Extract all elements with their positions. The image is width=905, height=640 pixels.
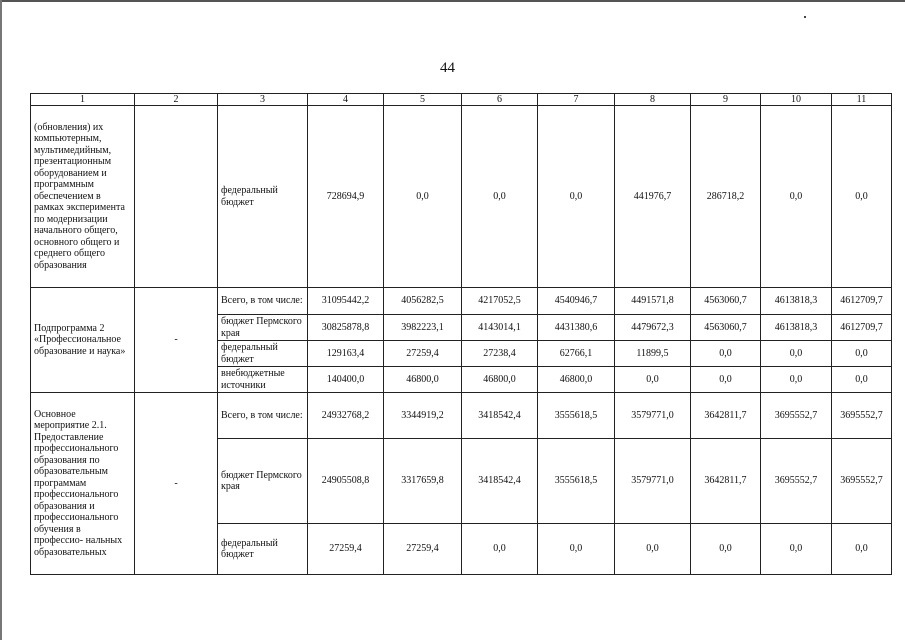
value-cell: 728694,9 — [308, 106, 384, 288]
value-cell: 0,0 — [761, 341, 832, 367]
value-cell: 0,0 — [691, 367, 761, 393]
budget-table — [30, 93, 892, 575]
value-cell: 0,0 — [832, 341, 892, 367]
funding-source-cell: бюджет Пермского края — [218, 315, 308, 341]
value-cell: 4143014,1 — [462, 315, 538, 341]
value-cell: 27259,4 — [384, 341, 462, 367]
value-cell: 4479672,3 — [615, 315, 691, 341]
value-cell: 0,0 — [761, 367, 832, 393]
value-cell: 4217052,5 — [462, 288, 538, 315]
value-cell: 0,0 — [761, 106, 832, 288]
value-cell: 129163,4 — [308, 341, 384, 367]
value-cell: 0,0 — [691, 341, 761, 367]
table-row — [31, 106, 892, 288]
value-cell: 4613818,3 — [761, 288, 832, 315]
value-cell: 3982223,1 — [384, 315, 462, 341]
value-cell: 0,0 — [384, 106, 462, 288]
header-cell: 8 — [615, 94, 691, 106]
value-cell: 3695552,7 — [832, 439, 892, 524]
value-cell: 3642811,7 — [691, 439, 761, 524]
value-cell: 0,0 — [462, 106, 538, 288]
value-cell: 4431380,6 — [538, 315, 615, 341]
value-cell: 3418542,4 — [462, 439, 538, 524]
activity-name-cell: Основное мероприятие 2.1. Предоставление профессионального образования по образовательным программам профессионального образования и профессионального обучения в профессио- нальных образовательных — [31, 393, 135, 575]
table-row — [31, 393, 892, 439]
header-cell: 2 — [135, 94, 218, 106]
value-cell: 62766,1 — [538, 341, 615, 367]
value-cell: 0,0 — [832, 524, 892, 575]
header-cell: 4 — [308, 94, 384, 106]
value-cell: 27259,4 — [308, 524, 384, 575]
value-cell: 0,0 — [615, 524, 691, 575]
header-cell: 3 — [218, 94, 308, 106]
value-cell: 4540946,7 — [538, 288, 615, 315]
value-cell: 27238,4 — [462, 341, 538, 367]
value-cell: 24932768,2 — [308, 393, 384, 439]
value-cell: 46800,0 — [384, 367, 462, 393]
value-cell: 140400,0 — [308, 367, 384, 393]
col2-cell: - — [135, 393, 218, 575]
scan-speck — [804, 16, 806, 18]
value-cell: 0,0 — [538, 524, 615, 575]
funding-source-cell: федеральный бюджет — [218, 341, 308, 367]
value-cell: 3695552,7 — [761, 393, 832, 439]
value-cell: 4612709,7 — [832, 315, 892, 341]
value-cell: 11899,5 — [615, 341, 691, 367]
value-cell: 46800,0 — [462, 367, 538, 393]
value-cell: 0,0 — [538, 106, 615, 288]
funding-source-cell: внебюджетные источники — [218, 367, 308, 393]
value-cell: 0,0 — [615, 367, 691, 393]
funding-source-cell: бюджет Пермского края — [218, 439, 308, 524]
value-cell: 286718,2 — [691, 106, 761, 288]
value-cell: 3317659,8 — [384, 439, 462, 524]
table-row — [31, 288, 892, 315]
header-row — [31, 94, 892, 106]
value-cell: 24905508,8 — [308, 439, 384, 524]
header-cell: 5 — [384, 94, 462, 106]
value-cell: 4563060,7 — [691, 288, 761, 315]
value-cell: 3642811,7 — [691, 393, 761, 439]
funding-source-cell: Всего, в том числе: — [218, 393, 308, 439]
value-cell: 3579771,0 — [615, 439, 691, 524]
col2-cell — [135, 106, 218, 288]
funding-source-cell: Всего, в том числе: — [218, 288, 308, 315]
header-cell: 9 — [691, 94, 761, 106]
header-cell: 1 — [31, 94, 135, 106]
header-cell: 10 — [761, 94, 832, 106]
scan-left-edge — [0, 0, 2, 640]
value-cell: 4612709,7 — [832, 288, 892, 315]
col2-cell: - — [135, 288, 218, 393]
value-cell: 3695552,7 — [832, 393, 892, 439]
value-cell: 31095442,2 — [308, 288, 384, 315]
value-cell: 3555618,5 — [538, 439, 615, 524]
value-cell: 4563060,7 — [691, 315, 761, 341]
activity-name-cell: (обновления) их компьютерным, мультимедийным, презентационным оборудованием и программным обеспечением в рамках эксперимента по модернизации начального общего, основного общего и среднего общего образования — [31, 106, 135, 288]
funding-source-cell: федеральный бюджет — [218, 524, 308, 575]
value-cell: 0,0 — [832, 367, 892, 393]
value-cell: 27259,4 — [384, 524, 462, 575]
header-cell: 7 — [538, 94, 615, 106]
value-cell: 0,0 — [691, 524, 761, 575]
value-cell: 0,0 — [832, 106, 892, 288]
value-cell: 3555618,5 — [538, 393, 615, 439]
scan-top-edge — [0, 0, 905, 2]
value-cell: 3344919,2 — [384, 393, 462, 439]
value-cell: 0,0 — [761, 524, 832, 575]
value-cell: 3579771,0 — [615, 393, 691, 439]
value-cell: 4613818,3 — [761, 315, 832, 341]
subprogram-name-cell: Подпрограмма 2 «Профессиональное образование и наука» — [31, 288, 135, 393]
value-cell: 0,0 — [462, 524, 538, 575]
value-cell: 30825878,8 — [308, 315, 384, 341]
value-cell: 4491571,8 — [615, 288, 691, 315]
header-cell: 6 — [462, 94, 538, 106]
page-number: 44 — [440, 60, 455, 76]
value-cell: 4056282,5 — [384, 288, 462, 315]
funding-source-cell: федеральный бюджет — [218, 106, 308, 288]
header-cell: 11 — [832, 94, 892, 106]
value-cell: 3418542,4 — [462, 393, 538, 439]
value-cell: 441976,7 — [615, 106, 691, 288]
value-cell: 3695552,7 — [761, 439, 832, 524]
value-cell: 46800,0 — [538, 367, 615, 393]
